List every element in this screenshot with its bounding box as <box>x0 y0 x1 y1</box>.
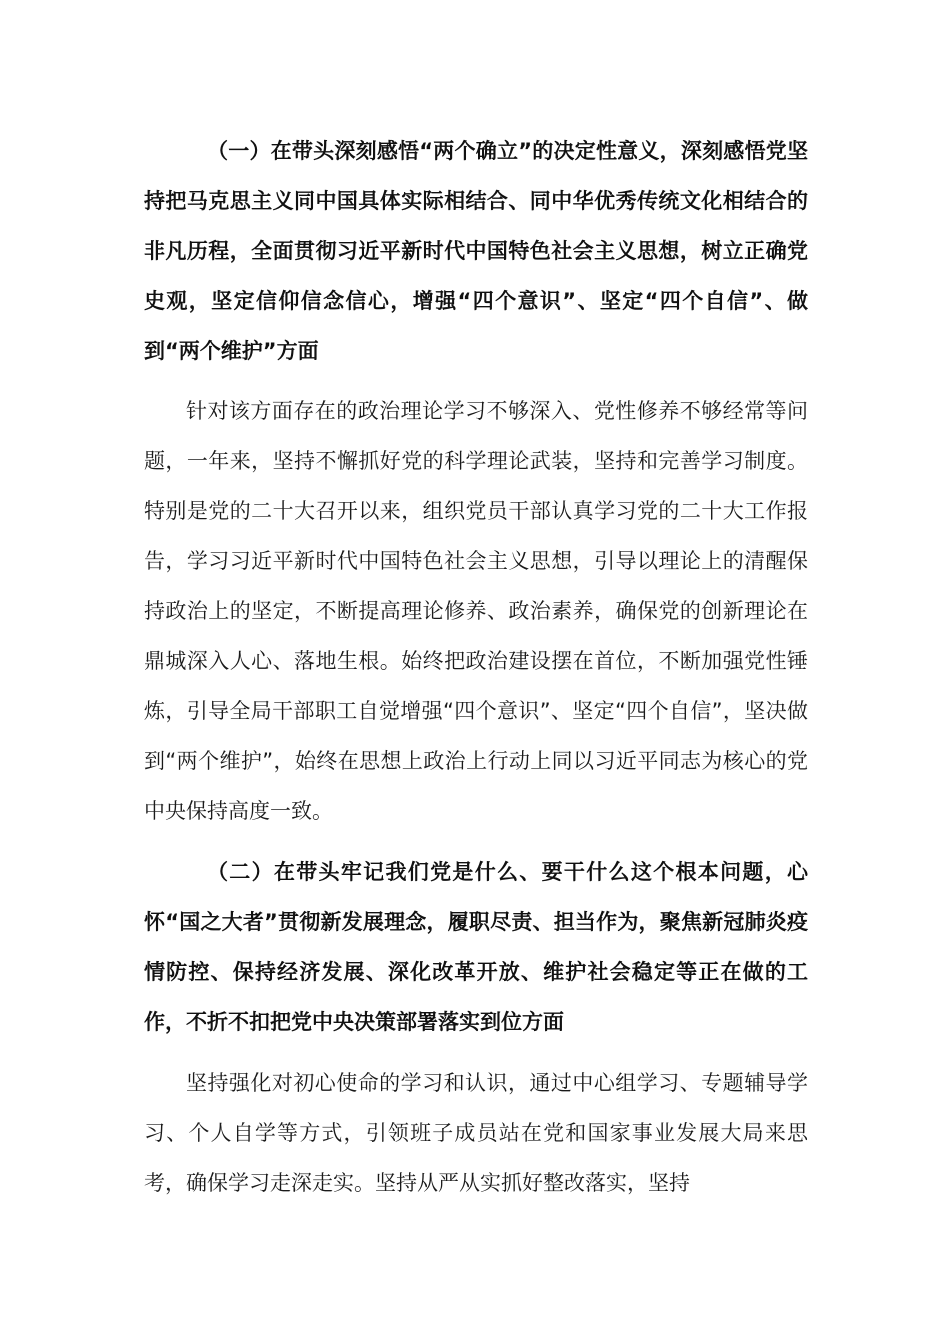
section-body-1: 针对该方面存在的政治理论学习不够深入、党性修养不够经常等问题，一年来，坚持不懈抓好党的科学理论武装，坚持和完善学习制度。特别是党的二十大召开以来，组织党员干部认真学习党的二十大工作报告，学习习近平新时代中国特色社会主义思想，引导以理论上的清醒保持政治上的坚定，不断提高理论修养、政治素养，确保党的创新理论在鼎城深入人心、落地生根。始终把政治建设摆在首位，不断加强党性锤炼，引导全局干部职工自觉增强“四个意识”、坚定“四个自信”，坚决做到“两个维护”，始终在思想上政治上行动上同以习近平同志为核心的党中央保持高度一致。 <box>144 399 808 823</box>
section-heading-1: （一）在带头深刻感悟“两个确立”的决定性意义，深刻感悟党坚持把马克思主义同中国具体实际相结合、同中华优秀传统文化相结合的非凡历程，全面贯彻习近平新时代中国特色社会主义思想，树立正确党史观，坚定信仰信念信心，增强“四个意识”、坚定“四个自信”、做到“两个维护”方面 <box>144 139 808 363</box>
section-body-2: 坚持强化对初心使命的学习和认识，通过中心组学习、专题辅导学习、个人自学等方式，引领班子成员站在党和国家事业发展大局来思考，确保学习走深走实。坚持从严从实抓好整改落实，坚持 <box>144 1071 808 1195</box>
section-heading-2: （二）在带头牢记我们党是什么、要干什么这个根本问题，心怀“国之大者”贯彻新发展理念，履职尽责、担当作为，聚焦新冠肺炎疫情防控、保持经济发展、深化改革开放、维护社会稳定等正在做的工作，不折不扣把党中央决策部署落实到位方面 <box>144 860 808 1034</box>
